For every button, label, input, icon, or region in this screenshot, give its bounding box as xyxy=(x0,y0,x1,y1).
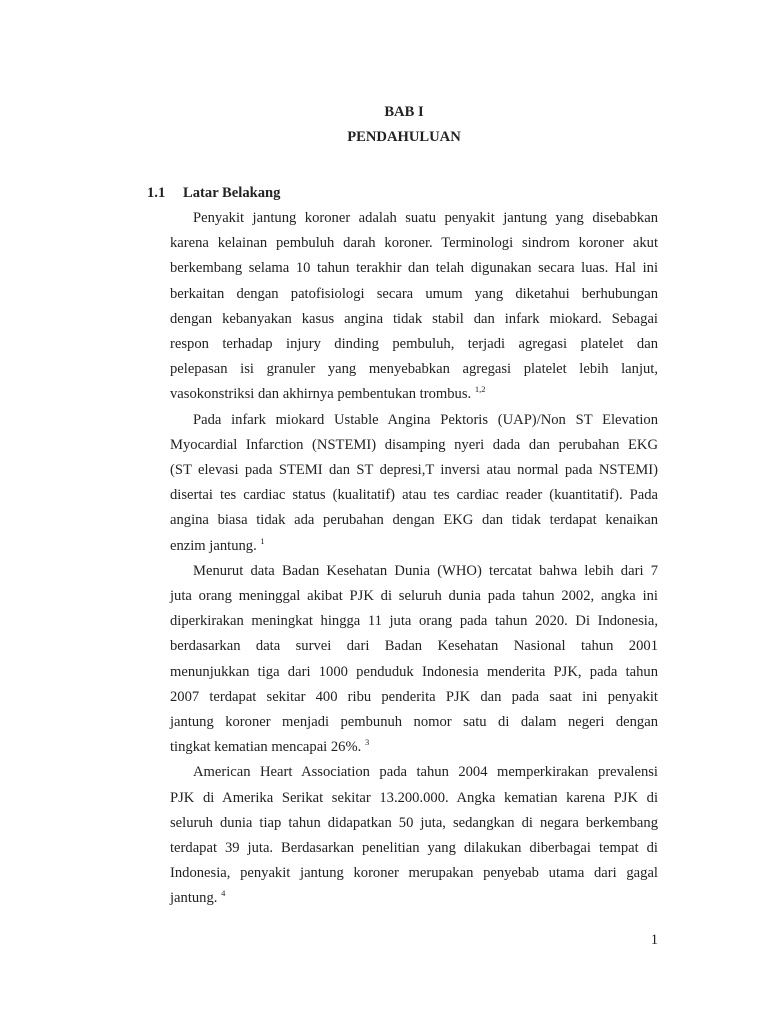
paragraph-line xyxy=(170,536,658,556)
paragraph-line: diperkirakan meningkat hingga 11 juta orang pada tahun 2020. Di Indonesia, xyxy=(170,613,658,630)
paragraph-line: berkaitan dengan patofisiologi secara umum yang diketahui berhubungan xyxy=(170,285,658,302)
paragraph-line: jantung koroner menjadi pembunuh nomor satu di dalam negeri dengan xyxy=(170,714,658,730)
paragraph-line-text: vasokonstriksi dan akhirnya pembentukan trombus. xyxy=(170,386,472,403)
chapter-heading: BAB I xyxy=(384,104,424,120)
paragraph-line: Indonesia, penyakit jantung koroner merupakan penyebab utama dari gagal xyxy=(170,865,658,882)
paragraph-line-text: enzim jantung. xyxy=(170,537,257,554)
paragraph-line: karena kelainan pembuluh darah koroner. Terminologi sindrom koroner akut xyxy=(170,235,658,252)
paragraph-line: American Heart Association pada tahun 2004 memperkirakan prevalensi xyxy=(193,764,658,781)
paragraph-line: juta orang meninggal akibat PJK di seluruh dunia pada tahun 2002, angka ini xyxy=(170,588,658,604)
paragraph-line: terdapat 39 juta. Berdasarkan penelitian yang dilakukan diberbagai tempat di xyxy=(170,840,658,856)
paragraph-line: PJK di Amerika Serikat sekitar 13.200.000. Angka kematian karena PJK di xyxy=(170,789,658,806)
paragraph-line: dengan kebanyakan kasus angina tidak stabil dan infark miokard. Sebagai xyxy=(170,310,658,327)
paragraph-line: Penyakit jantung koroner adalah suatu penyakit jantung yang disebabkan xyxy=(193,210,658,226)
page-number: 1 xyxy=(650,932,658,948)
section-title: Latar Belakang xyxy=(183,185,281,201)
section-number: 1.1 xyxy=(147,185,166,201)
paragraph-line: Myocardial Infarction (NSTEMI) disamping nyeri dada dan perubahan EKG xyxy=(170,436,658,453)
paragraph-line xyxy=(170,888,658,908)
paragraph-line: (ST elevasi pada STEMI dan ST depresi,T inversi atau normal pada NSTEMI) xyxy=(170,462,658,478)
paragraph-line: menunjukkan tiga dari 1000 penduduk Indonesia menderita PJK, pada tahun xyxy=(170,663,658,680)
paragraph-line: seluruh dunia tiap tahun didapatkan 50 juta, sedangkan di negara berkembang xyxy=(170,814,658,831)
paragraph-line: berkembang selama 10 tahun terakhir dan telah digunakan secara luas. Hal ini xyxy=(170,260,658,277)
citation-superscript: 1,2 xyxy=(474,384,486,395)
paragraph-line: angina biasa tidak ada perubahan dengan EKG dan tidak terdapat kenaikan xyxy=(170,512,658,529)
paragraph-line xyxy=(170,737,658,757)
chapter-title: PENDAHULUAN xyxy=(347,129,461,145)
paragraph-line: berdasarkan data survei dari Badan Kesehatan Nasional tahun 2001 xyxy=(170,638,658,655)
paragraph-line: disertai tes cardiac status (kualitatif) atau tes cardiac reader (kuantitatif). Pada xyxy=(170,487,658,504)
paragraph-line xyxy=(170,384,658,404)
paragraph-line: 2007 terdapat sekitar 400 ribu penderita PJK dan pada saat ini penyakit xyxy=(170,688,658,705)
section-heading xyxy=(147,185,280,202)
paragraph-line-text: tingkat kematian mencapai 26%. xyxy=(170,739,362,756)
citation-superscript: 1 xyxy=(260,535,265,546)
citation-superscript: 3 xyxy=(364,737,370,748)
paragraph-line: Menurut data Badan Kesehatan Dunia (WHO) tercatat bahwa lebih dari 7 xyxy=(193,562,658,579)
paragraph-line: pelepasan isi granuler yang menyebabkan agregasi platelet lebih lanjut, xyxy=(170,361,658,378)
paragraph-line: Pada infark miokard Ustable Angina Pektoris (UAP)/Non ST Elevation xyxy=(193,411,658,428)
citation-superscript: 4 xyxy=(221,888,226,899)
paragraph-line-text: jantung. xyxy=(170,890,218,907)
paragraph-line: respon terhadap injury dinding pembuluh, terjadi agregasi platelet dan xyxy=(170,336,658,352)
